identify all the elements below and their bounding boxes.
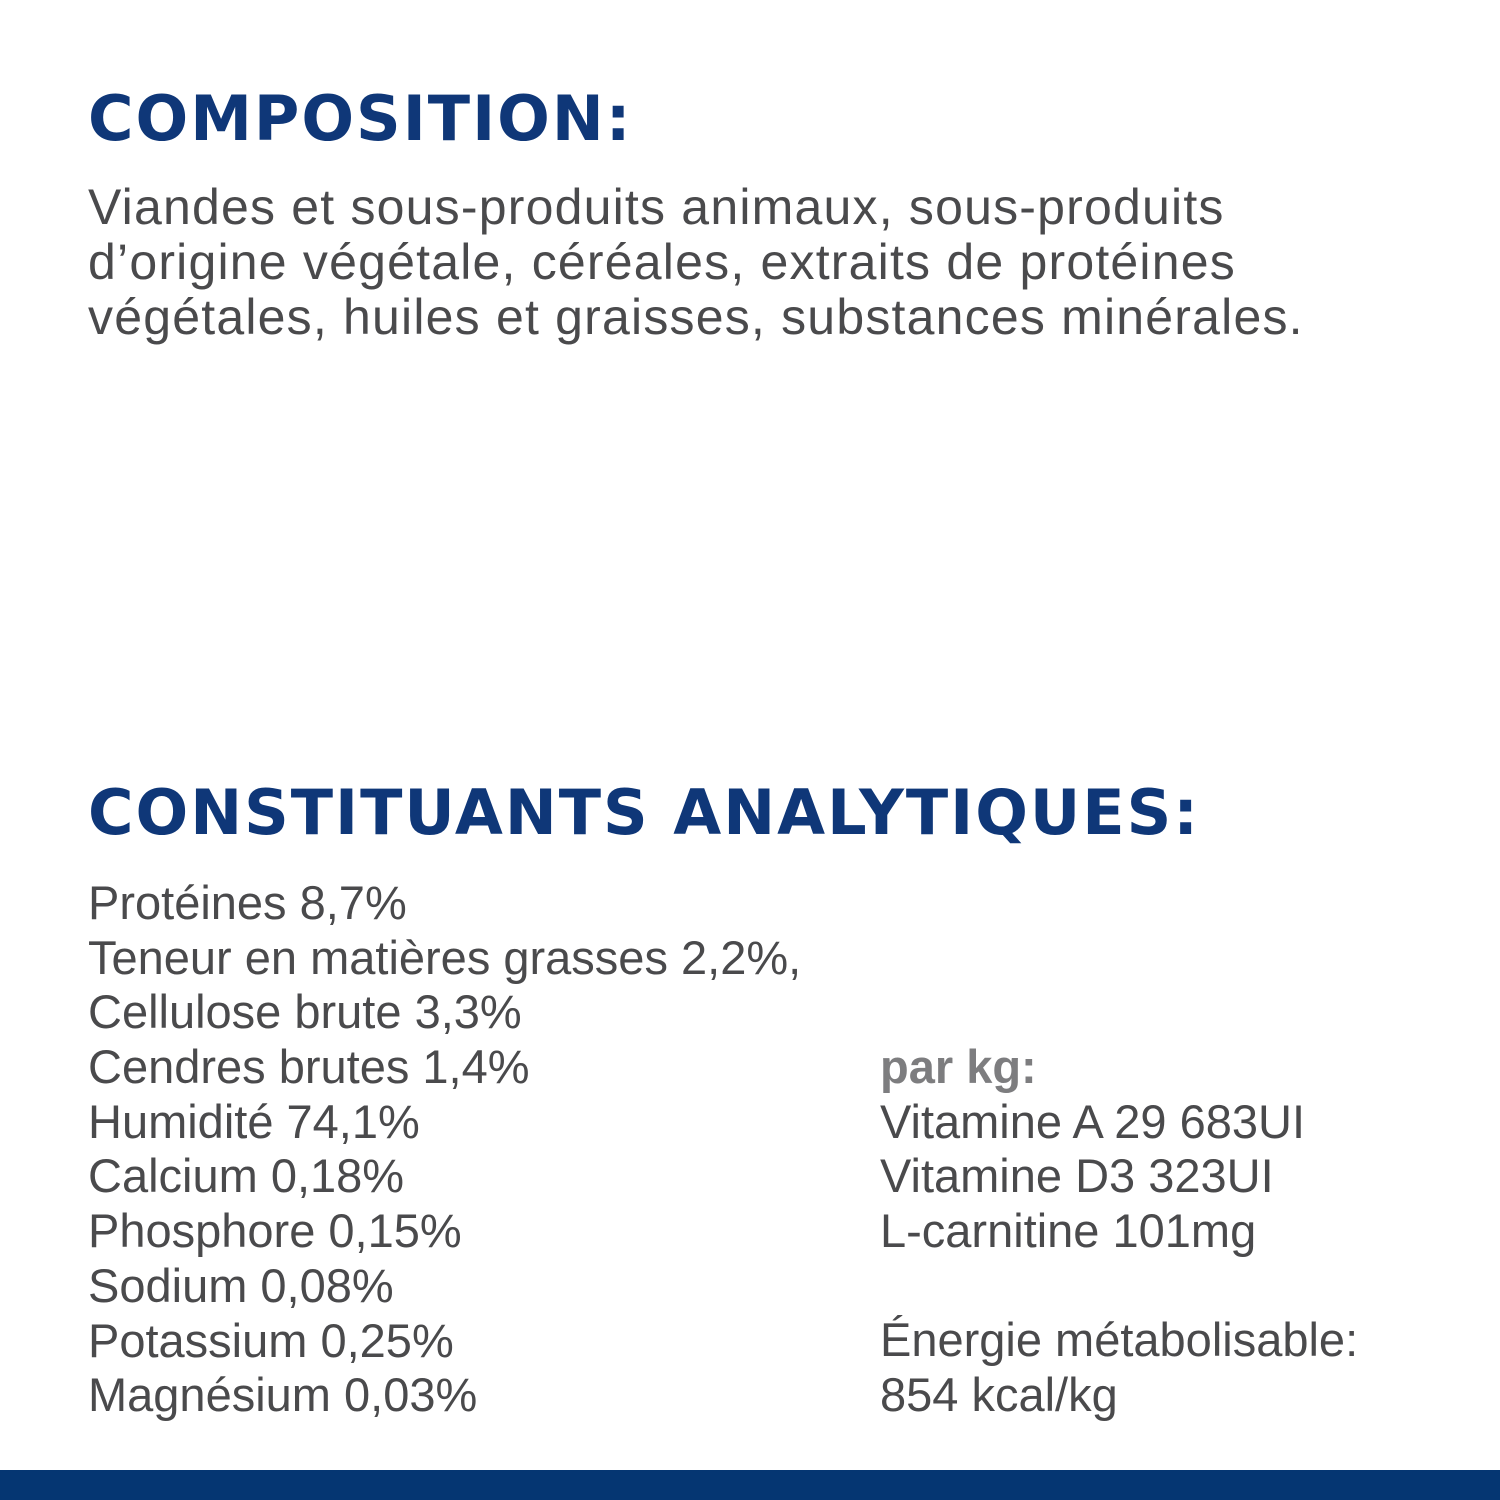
energy-value: 854 kcal/kg <box>880 1368 1118 1422</box>
composition-text <box>88 180 1448 345</box>
per-kg-item: Vitamine D3 323UI <box>880 1149 1274 1203</box>
constituent-item: Cellulose brute 3,3% <box>88 985 522 1039</box>
constituent-item: Protéines 8,7% <box>88 876 407 929</box>
composition-line: végétales, huiles et graisses, substances minérales. <box>88 289 1304 345</box>
composition-heading: COMPOSITION: <box>88 82 633 155</box>
constituent-item: Sodium 0,08% <box>88 1258 394 1312</box>
constituent-item: Magnésium 0,03% <box>88 1368 478 1422</box>
per-kg-block <box>880 1040 1358 1423</box>
constituent-item: Calcium 0,18% <box>88 1149 405 1203</box>
constituent-item: Potassium 0,25% <box>88 1313 454 1367</box>
analytical-constituents-heading: CONSTITUANTS ANALYTIQUES: <box>88 776 1201 849</box>
footer-bar <box>0 1470 1500 1500</box>
composition-line: Viandes et sous-produits animaux, sous-produits <box>88 179 1225 235</box>
constituent-item: Phosphore 0,15% <box>88 1204 462 1258</box>
per-kg-item: Vitamine A 29 683UI <box>880 1094 1306 1148</box>
per-kg-label: par kg: <box>880 1040 1037 1093</box>
spacer <box>880 1259 1358 1314</box>
per-kg-item: L-carnitine 101mg <box>880 1204 1257 1258</box>
constituent-item: Teneur en matières grasses 2,2%, <box>88 930 802 984</box>
composition-line: d’origine végétale, céréales, extraits de protéines <box>88 234 1236 290</box>
constituents-list <box>88 876 801 1423</box>
energy-label: Énergie métabolisable: <box>880 1313 1359 1367</box>
constituent-item: Humidité 74,1% <box>88 1094 420 1148</box>
constituent-item: Cendres brutes 1,4% <box>88 1040 530 1094</box>
